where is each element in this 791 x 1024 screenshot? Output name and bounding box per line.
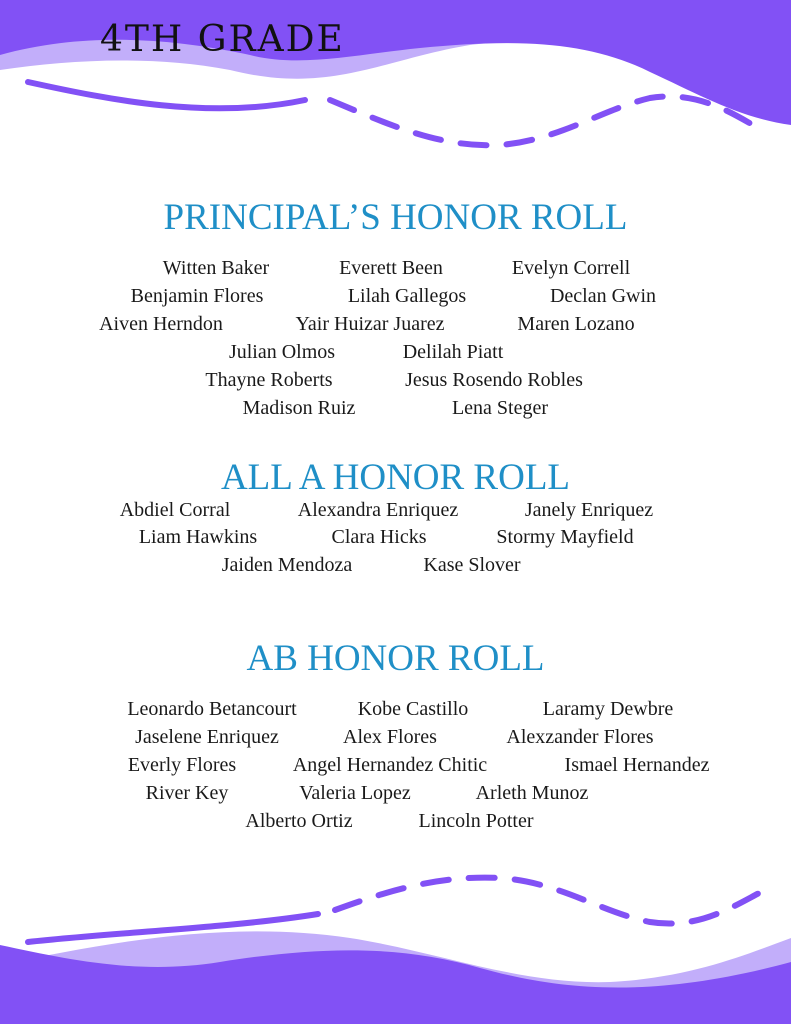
honoree-name: Madison Ruiz xyxy=(242,397,356,419)
all-a-honor-roll-heading: ALL A HONOR ROLL xyxy=(220,457,571,498)
honoree-name: Lincoln Potter xyxy=(418,810,534,832)
bottom-wave-decoration xyxy=(0,850,791,1024)
principals-row-6 xyxy=(0,395,791,421)
honoree-name: Liam Hawkins xyxy=(138,526,258,548)
principals-row-2 xyxy=(0,283,791,309)
principals-row-5 xyxy=(0,367,791,393)
honoree-name: Lilah Gallegos xyxy=(347,285,467,307)
page-title: 4TH GRADE xyxy=(100,19,345,60)
honoree-name: Witten Baker xyxy=(162,257,270,279)
all-a-row-2 xyxy=(0,524,791,550)
honoree-name: Clara Hicks xyxy=(331,526,427,548)
principals-row-3 xyxy=(0,311,791,337)
honoree-name: Jesus Rosendo Robles xyxy=(405,369,583,391)
ab-row-2 xyxy=(0,724,791,750)
top-solid-line xyxy=(28,82,305,108)
honoree-name: Alex Flores xyxy=(343,726,437,748)
honoree-name: Stormy Mayfield xyxy=(496,526,634,548)
honoree-name: Alberto Ortiz xyxy=(245,810,353,832)
honoree-name: Laramy Dewbre xyxy=(542,698,674,720)
honoree-name: Everly Flores xyxy=(127,754,237,776)
principals-honor-roll-heading: PRINCIPAL’S HONOR ROLL xyxy=(163,197,628,238)
honoree-name: Janely Enriquez xyxy=(524,499,654,521)
honoree-name: Arleth Munoz xyxy=(475,782,589,804)
honoree-name: Abdiel Corral xyxy=(119,499,231,521)
honoree-name: Alexandra Enriquez xyxy=(297,499,459,521)
ab-row-4 xyxy=(0,780,791,806)
honoree-name: Evelyn Correll xyxy=(511,257,631,279)
honoree-name: Jaiden Mendoza xyxy=(221,554,353,576)
principals-row-4 xyxy=(0,339,791,365)
principals-row-1 xyxy=(0,255,791,281)
ab-row-5 xyxy=(0,808,791,834)
honoree-name: Thayne Roberts xyxy=(205,369,333,391)
all-a-row-1 xyxy=(0,497,791,523)
honoree-name: Everett Been xyxy=(339,257,443,279)
honoree-name: Benjamin Flores xyxy=(130,285,264,307)
honoree-name: Ismael Hernandez xyxy=(564,754,710,776)
ab-honor-roll-heading: AB HONOR ROLL xyxy=(246,638,545,679)
ab-row-1 xyxy=(0,696,791,722)
all-a-row-3 xyxy=(0,552,791,578)
honoree-name: Jaselene Enriquez xyxy=(135,726,279,748)
honoree-name: River Key xyxy=(145,782,229,804)
honoree-name: Aiven Herndon xyxy=(99,313,223,335)
honoree-name: Kase Slover xyxy=(423,554,521,576)
bottom-dashed-line xyxy=(335,878,765,924)
honoree-name: Valeria Lopez xyxy=(299,782,411,804)
ab-row-3 xyxy=(0,752,791,778)
honoree-name: Julian Olmos xyxy=(228,341,336,363)
honoree-name: Alexzander Flores xyxy=(506,726,654,748)
honoree-name: Delilah Piatt xyxy=(402,341,504,363)
honoree-name: Yair Huizar Juarez xyxy=(295,313,445,335)
honoree-name: Angel Hernandez Chitic xyxy=(292,754,488,776)
honoree-name: Maren Lozano xyxy=(517,313,635,335)
honoree-name: Declan Gwin xyxy=(549,285,657,307)
honoree-name: Leonardo Betancourt xyxy=(127,698,297,720)
honoree-name: Kobe Castillo xyxy=(357,698,469,720)
top-dashed-line xyxy=(330,96,765,145)
honoree-name: Lena Steger xyxy=(451,397,549,419)
